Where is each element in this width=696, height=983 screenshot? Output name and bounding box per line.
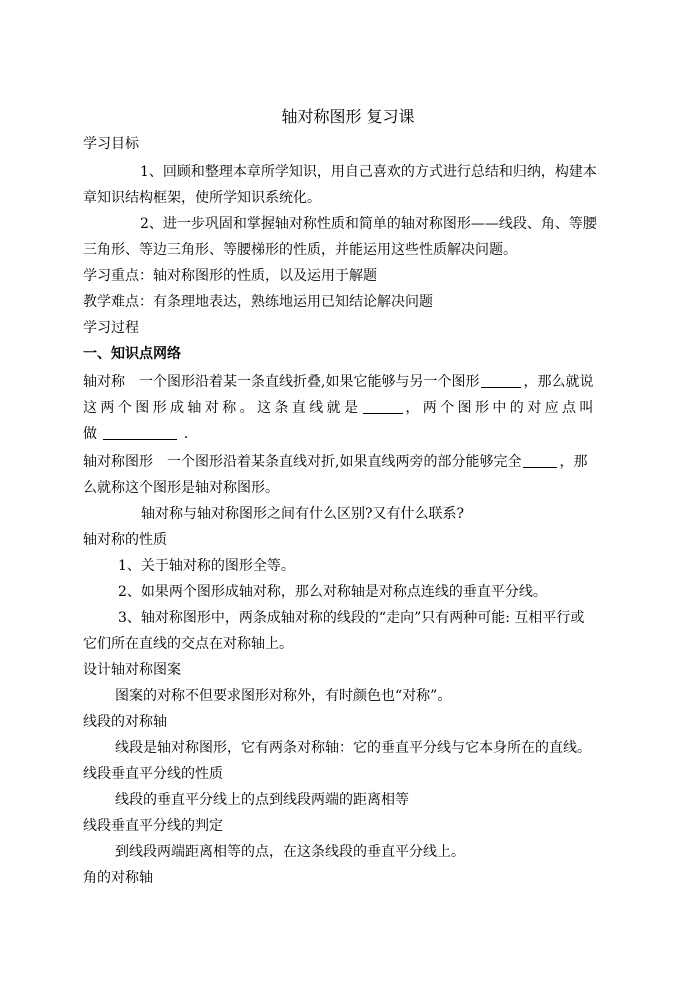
heading-learning-process: 学习过程 bbox=[83, 320, 139, 336]
property-3-line-1: 3、轴对称图形中，两条成轴对称的线段的“走向”只有两种可能: 互相平行或 bbox=[118, 610, 585, 626]
text-segment: ，两个图形中的对应点叫 bbox=[405, 400, 597, 416]
heading-knowledge-network: 一、知识点网络 bbox=[83, 346, 181, 362]
property-2: 2、如果两个图形成轴对称，那么对称轴是对称点连线的垂直平分线。 bbox=[118, 584, 547, 600]
text-segment: 轴对称 一个图形沿着某一条直线折叠,如果它能够与另一个图形 bbox=[83, 374, 480, 390]
page-title: 轴对称图形 复习课 bbox=[281, 107, 415, 126]
text-segment: 轴对称图形 一个图形沿着某条直线对折,如果直线两旁的部分能够完全 bbox=[83, 454, 522, 470]
text-segment: . bbox=[183, 426, 189, 442]
text-segment: ，那么就说 bbox=[523, 374, 594, 390]
heading-design-pattern: 设计轴对称图案 bbox=[83, 662, 181, 678]
fill-blank-2 bbox=[363, 399, 403, 414]
fill-blank-4 bbox=[523, 453, 557, 468]
goal-1-line-1: 1、回顾和整理本章所学知识，用自己喜欢的方式进行总结和归纳，构建本 bbox=[140, 164, 597, 180]
question-difference: 轴对称与轴对称图形之间有什么区别?又有什么联系? bbox=[141, 506, 465, 522]
heading-learning-goals: 学习目标 bbox=[83, 136, 139, 152]
definition-symmetric-figure-line-1 bbox=[83, 452, 587, 472]
property-1: 1、关于轴对称的图形全等。 bbox=[118, 558, 295, 574]
text-segment: ，那 bbox=[559, 454, 588, 470]
segment-axis-text: 线段是轴对称图形，它有两条对称轴：它的垂直平分线与它本身所在的直线。 bbox=[115, 740, 591, 756]
fill-blank-1 bbox=[481, 373, 521, 388]
design-pattern-text: 图案的对称不但要求图形对称外，有时颜色也“对称”。 bbox=[115, 688, 452, 704]
goal-1-line-2: 章知识结构框架，使所学知识系统化。 bbox=[83, 190, 321, 206]
bisector-criterion-text: 到线段两端距离相等的点，在这条线段的垂直平分线上。 bbox=[115, 844, 465, 860]
text-segment: 做 bbox=[83, 426, 97, 442]
heading-properties: 轴对称的性质 bbox=[83, 532, 167, 548]
heading-segment-axis: 线段的对称轴 bbox=[83, 714, 167, 730]
heading-angle-axis: 角的对称轴 bbox=[83, 870, 153, 886]
definition-symmetric-figure-line-2: 么就称这个图形是轴对称图形。 bbox=[83, 480, 279, 496]
heading-bisector-criterion: 线段垂直平分线的判定 bbox=[83, 818, 223, 834]
goal-2-line-2: 三角形、等边三角形、等腰梯形的性质，并能运用这些性质解决问题。 bbox=[83, 242, 517, 258]
fill-blank-3 bbox=[103, 425, 177, 440]
definition-axial-symmetry-line-3 bbox=[83, 424, 188, 444]
definition-axial-symmetry-line-2 bbox=[83, 398, 597, 418]
goal-2-line-1: 2、进一步巩固和掌握轴对称性质和简单的轴对称图形——线段、角、等腰 bbox=[140, 216, 597, 232]
teaching-difficulty: 教学难点：有条理地表达，熟练地运用已知结论解决问题 bbox=[83, 294, 433, 310]
text-segment: 这两个图形成轴对称。这条直线就是 bbox=[83, 400, 362, 416]
heading-bisector-property: 线段垂直平分线的性质 bbox=[83, 766, 223, 782]
definition-axial-symmetry-line-1 bbox=[83, 372, 593, 392]
learning-focus: 学习重点：轴对称图形的性质，以及运用于解题 bbox=[83, 268, 377, 284]
property-3-line-2: 它们所在直线的交点在对称轴上。 bbox=[83, 636, 293, 652]
bisector-property-text: 线段的垂直平分线上的点到线段两端的距离相等 bbox=[115, 792, 409, 808]
